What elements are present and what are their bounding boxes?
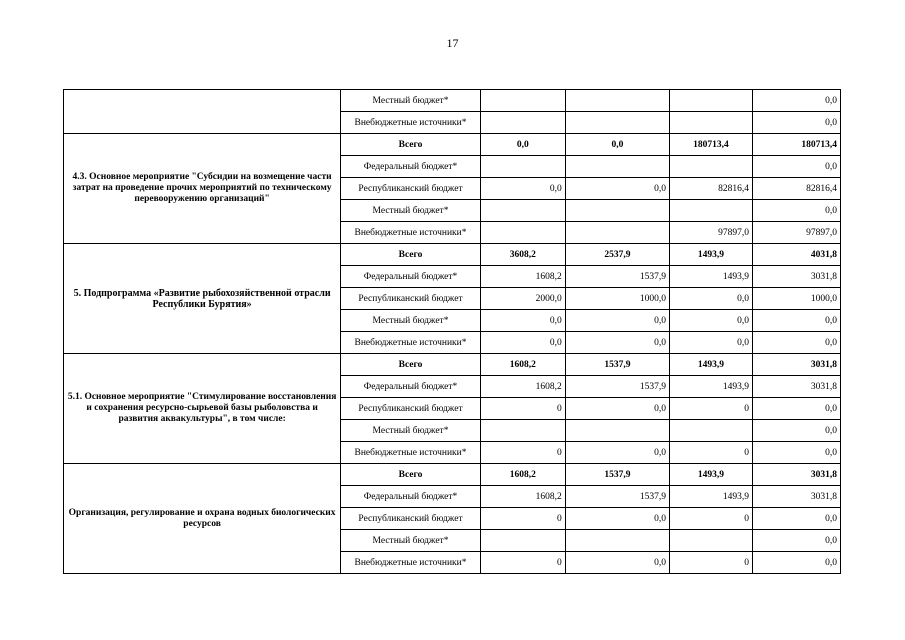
amount-cell: 1608,2 bbox=[480, 376, 565, 398]
amount-cell: 0,0 bbox=[480, 134, 565, 156]
amount-cell: 0,0 bbox=[752, 442, 840, 464]
amount-cell: 0,0 bbox=[752, 398, 840, 420]
amount-cell bbox=[480, 90, 565, 112]
amount-cell: 1608,2 bbox=[480, 266, 565, 288]
funding-source-cell: Местный бюджет* bbox=[341, 420, 481, 442]
amount-cell: 1608,2 bbox=[480, 464, 565, 486]
funding-source-cell: Всего bbox=[341, 244, 481, 266]
amount-cell: 0 bbox=[670, 508, 753, 530]
funding-source-cell: Республиканский бюджет bbox=[341, 178, 481, 200]
funding-source-cell: Федеральный бюджет* bbox=[341, 156, 481, 178]
amount-cell: 0,0 bbox=[480, 310, 565, 332]
program-name-cell: 5. Подпрограмма «Развитие рыбохозяйственной отрасли Республики Бурятия» bbox=[64, 244, 341, 354]
amount-cell: 1537,9 bbox=[565, 266, 669, 288]
amount-cell: 0,0 bbox=[752, 200, 840, 222]
funding-source-cell: Внебюджетные источники* bbox=[341, 552, 481, 574]
funding-source-cell: Федеральный бюджет* bbox=[341, 486, 481, 508]
amount-cell: 3031,8 bbox=[752, 486, 840, 508]
funding-source-cell: Внебюджетные источники* bbox=[341, 112, 481, 134]
amount-cell: 0,0 bbox=[752, 112, 840, 134]
amount-cell bbox=[480, 420, 565, 442]
amount-cell: 0 bbox=[670, 442, 753, 464]
amount-cell: 0 bbox=[670, 552, 753, 574]
table-row-total bbox=[64, 244, 841, 266]
amount-cell: 82816,4 bbox=[752, 178, 840, 200]
amount-cell bbox=[565, 530, 669, 552]
budget-table bbox=[63, 89, 841, 574]
amount-cell bbox=[480, 200, 565, 222]
amount-cell: 4031,8 bbox=[752, 244, 840, 266]
amount-cell: 0,0 bbox=[752, 508, 840, 530]
amount-cell: 0,0 bbox=[752, 552, 840, 574]
amount-cell: 0 bbox=[670, 398, 753, 420]
amount-cell bbox=[565, 222, 669, 244]
page-number: 17 bbox=[446, 36, 459, 50]
amount-cell: 2000,0 bbox=[480, 288, 565, 310]
amount-cell: 0,0 bbox=[752, 420, 840, 442]
funding-source-cell: Местный бюджет* bbox=[341, 310, 481, 332]
program-name-cell: Организация, регулирование и охрана водных биологических ресурсов bbox=[64, 464, 341, 574]
amount-cell: 0,0 bbox=[752, 332, 840, 354]
program-name-cell: 5.1. Основное мероприятие "Стимулирование восстановления и сохранения ресурсно-сырьевой базы рыболовства и развития аквакультуры", в том числе: bbox=[64, 354, 341, 464]
amount-cell bbox=[565, 420, 669, 442]
amount-cell bbox=[480, 112, 565, 134]
amount-cell: 180713,4 bbox=[670, 134, 753, 156]
funding-source-cell: Внебюджетные источники* bbox=[341, 222, 481, 244]
amount-cell: 97897,0 bbox=[752, 222, 840, 244]
amount-cell: 0 bbox=[480, 552, 565, 574]
amount-cell: 1493,9 bbox=[670, 354, 753, 376]
amount-cell: 3608,2 bbox=[480, 244, 565, 266]
amount-cell: 0 bbox=[480, 442, 565, 464]
funding-source-cell: Местный бюджет* bbox=[341, 530, 481, 552]
amount-cell bbox=[480, 222, 565, 244]
amount-cell: 180713,4 bbox=[752, 134, 840, 156]
amount-cell: 1537,9 bbox=[565, 354, 669, 376]
amount-cell: 0,0 bbox=[752, 90, 840, 112]
amount-cell: 3031,8 bbox=[752, 464, 840, 486]
amount-cell: 1608,2 bbox=[480, 486, 565, 508]
amount-cell: 0,0 bbox=[752, 530, 840, 552]
amount-cell: 0,0 bbox=[752, 310, 840, 332]
amount-cell: 3031,8 bbox=[752, 354, 840, 376]
amount-cell: 1493,9 bbox=[670, 244, 753, 266]
amount-cell bbox=[565, 156, 669, 178]
table-row-total bbox=[64, 354, 841, 376]
amount-cell bbox=[565, 200, 669, 222]
funding-source-cell: Всего bbox=[341, 134, 481, 156]
amount-cell bbox=[670, 90, 753, 112]
amount-cell: 0,0 bbox=[565, 310, 669, 332]
amount-cell: 0 bbox=[480, 508, 565, 530]
funding-source-cell: Федеральный бюджет* bbox=[341, 266, 481, 288]
amount-cell: 0,0 bbox=[565, 508, 669, 530]
funding-source-cell: Республиканский бюджет bbox=[341, 398, 481, 420]
amount-cell: 1493,9 bbox=[670, 376, 753, 398]
funding-source-cell: Федеральный бюджет* bbox=[341, 376, 481, 398]
amount-cell: 0,0 bbox=[565, 178, 669, 200]
amount-cell: 1000,0 bbox=[752, 288, 840, 310]
amount-cell bbox=[670, 200, 753, 222]
amount-cell: 82816,4 bbox=[670, 178, 753, 200]
budget-table-body bbox=[64, 90, 841, 574]
funding-source-cell: Республиканский бюджет bbox=[341, 508, 481, 530]
amount-cell: 0,0 bbox=[480, 178, 565, 200]
program-name-cell bbox=[64, 90, 341, 134]
amount-cell bbox=[670, 530, 753, 552]
funding-source-cell: Внебюджетные источники* bbox=[341, 332, 481, 354]
amount-cell: 97897,0 bbox=[670, 222, 753, 244]
amount-cell: 1608,2 bbox=[480, 354, 565, 376]
amount-cell bbox=[670, 156, 753, 178]
funding-source-cell: Республиканский бюджет bbox=[341, 288, 481, 310]
funding-source-cell: Внебюджетные источники* bbox=[341, 442, 481, 464]
amount-cell: 0,0 bbox=[480, 332, 565, 354]
amount-cell: 1493,9 bbox=[670, 266, 753, 288]
amount-cell: 0,0 bbox=[565, 398, 669, 420]
amount-cell: 1493,9 bbox=[670, 464, 753, 486]
amount-cell: 2537,9 bbox=[565, 244, 669, 266]
amount-cell bbox=[565, 90, 669, 112]
amount-cell: 1537,9 bbox=[565, 486, 669, 508]
amount-cell: 1493,9 bbox=[670, 486, 753, 508]
amount-cell: 1000,0 bbox=[565, 288, 669, 310]
amount-cell: 0,0 bbox=[565, 332, 669, 354]
funding-source-cell: Всего bbox=[341, 464, 481, 486]
amount-cell: 0,0 bbox=[565, 552, 669, 574]
table-row bbox=[64, 90, 841, 112]
amount-cell bbox=[480, 530, 565, 552]
funding-source-cell: Местный бюджет* bbox=[341, 90, 481, 112]
funding-source-cell: Всего bbox=[341, 354, 481, 376]
amount-cell: 0 bbox=[480, 398, 565, 420]
amount-cell bbox=[480, 156, 565, 178]
table-row-total bbox=[64, 464, 841, 486]
amount-cell: 1537,9 bbox=[565, 376, 669, 398]
amount-cell: 0,0 bbox=[565, 134, 669, 156]
amount-cell bbox=[670, 420, 753, 442]
amount-cell: 3031,8 bbox=[752, 266, 840, 288]
funding-source-cell: Местный бюджет* bbox=[341, 200, 481, 222]
amount-cell: 0,0 bbox=[752, 156, 840, 178]
amount-cell bbox=[670, 112, 753, 134]
amount-cell: 0,0 bbox=[670, 288, 753, 310]
amount-cell bbox=[565, 112, 669, 134]
table-row-total bbox=[64, 134, 841, 156]
amount-cell: 0,0 bbox=[670, 332, 753, 354]
amount-cell: 3031,8 bbox=[752, 376, 840, 398]
program-name-cell: 4.3. Основное мероприятие "Субсидии на возмещение части затрат на проведение прочих мероприятий по техническому перевооружению организаций" bbox=[64, 134, 341, 244]
amount-cell: 0,0 bbox=[670, 310, 753, 332]
amount-cell: 0,0 bbox=[565, 442, 669, 464]
amount-cell: 1537,9 bbox=[565, 464, 669, 486]
